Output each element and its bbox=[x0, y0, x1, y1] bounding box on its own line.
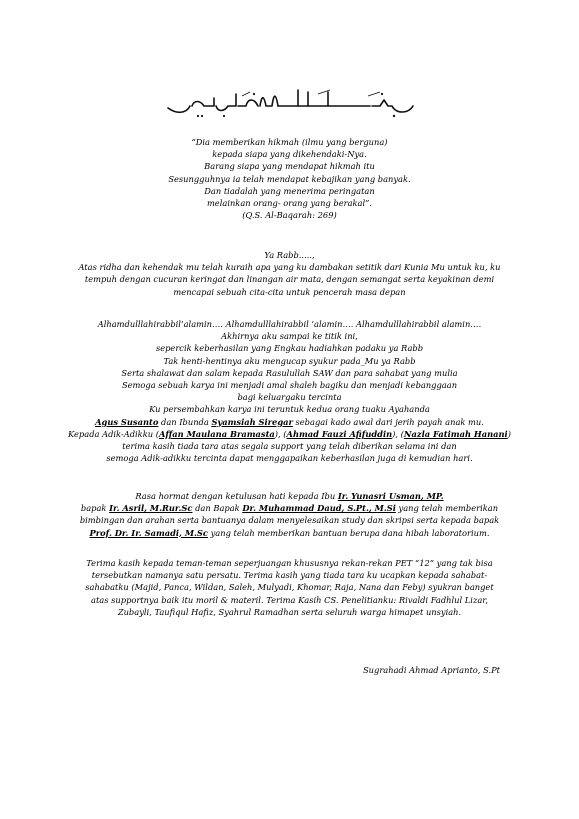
thanks-line: bagi keluargaku tercinta bbox=[237, 392, 342, 403]
siblings-line bbox=[60, 428, 519, 440]
sibling-name: Ahmad Fauzi Afifuddin bbox=[286, 428, 393, 439]
respect-text: yang telah memberikan bantuan berupa dana hibah laboratorium. bbox=[207, 527, 490, 538]
friends-line: atas supportnya baik itu moril & materil. Terima Kasih CS. Penelitianku: Rivaldi Fadhlul Lizar, bbox=[91, 594, 488, 605]
quote-line: melainkan orang- orang yang berakal”. bbox=[206, 198, 373, 209]
respect-paragraph bbox=[60, 490, 519, 539]
thanks-paragraph bbox=[60, 318, 519, 464]
father-name: Agus Susanto bbox=[95, 416, 159, 427]
parents-line bbox=[60, 416, 519, 428]
advisor-name: Dr. Muhammad Daud, S.Pt., M.Si bbox=[242, 503, 396, 514]
respect-line bbox=[60, 502, 519, 514]
thanks-line: semoga Adik-adikku tercinta dapat menggapaikan keberhasilan juga di kemudian hari. bbox=[106, 453, 473, 464]
dedication-line: Atas ridha dan kehendak mu telah kuraih apa yang ku dambakan setitik dari Kunia Mu untuk ku, ku bbox=[78, 262, 501, 273]
respect-line bbox=[60, 490, 519, 502]
thanks-line: Akhirnya aku sampai ke titik ini, bbox=[221, 331, 358, 342]
quote-citation: (Q.S. Al-Baqarah: 269) bbox=[242, 210, 337, 221]
thanks-line: terima kasih tiada tara atas segala support yang telah diberikan selama ini dan bbox=[122, 441, 457, 452]
friends-line: Terima kasih kepada teman-teman seperjuangan khususnya rekan-rekan PET “12” yang tak bisa bbox=[86, 558, 493, 568]
parents-text: dan Ibunda bbox=[158, 416, 212, 427]
dedication-intro bbox=[60, 249, 519, 298]
sibling-name: Nazla Fatimah Hanani bbox=[403, 428, 508, 439]
dedication-line: Ya Rabb....., bbox=[264, 250, 315, 260]
quote-line: “Dia memberikan hikmah (ilmu yang berguna) bbox=[191, 137, 388, 147]
friends-line: tersebutkan namanya satu persatu. Terima kasih yang tiada tara ku ucapkan kepada sahabat- bbox=[91, 570, 488, 581]
signature: Sugrahadi Ahmad Aprianto, S.Pt bbox=[363, 665, 500, 675]
advisor-name: Prof. Dr. Ir. Samadi, M.Sc bbox=[89, 527, 208, 538]
basmala-calligraphy-icon bbox=[158, 86, 420, 120]
sibling-name: Affan Maulana Bramasta bbox=[158, 428, 275, 439]
friends-line: Zubayli, Taufiqul Hafiz, Syahrul Ramadhan serta seluruh warga himapet unsyiah. bbox=[117, 606, 462, 617]
thanks-line: Serta shalawat dan salam kepada Rasulullah SAW dan para sahabat yang mulia bbox=[121, 367, 458, 378]
respect-text: bapak bbox=[80, 503, 110, 514]
quote-line: kepada siapa yang dikehendaki-Nya. bbox=[212, 149, 367, 160]
quote-line: Sesungguhnya ia telah mendapat kebajikan yang banyak. bbox=[168, 173, 411, 184]
advisor-name: Ir. Asril, M.Rur.Sc bbox=[109, 503, 193, 514]
siblings-text: ) bbox=[507, 428, 511, 439]
thanks-line: Alhamdulllahirabbil’alamin…. Alhamdulllahirabbil ‘alamin…. Alhamdulllahirabbil alamin…. bbox=[97, 319, 482, 329]
respect-text: dan Bapak bbox=[192, 503, 243, 514]
respect-line: bimbingan dan arahan serta bantuanya dalam menyelesaikan study dan skripsi serta kepada bapak bbox=[79, 515, 500, 526]
advisor-name: Ir. Yunasri Usman, MP. bbox=[337, 491, 444, 501]
friends-paragraph bbox=[60, 557, 519, 618]
friends-line: sahabatku (Majid, Panca, Wildan, Saleh, Mulyadi, Khomar, Raja, Nana dan Feby) syukran banget bbox=[85, 582, 494, 593]
respect-text: Rasa hormat dengan ketulusan hati kepada Ibu bbox=[135, 491, 338, 501]
parents-text: sebagai kado awal dari jerih payah anak mu. bbox=[292, 416, 484, 427]
quote-line: Barang siapa yang mendapat hikmah itu bbox=[204, 161, 375, 172]
dedication-line: tempuh dengan cucuran keringat dan linangan air mata, dengan semangat serta keyakinan demi bbox=[84, 274, 495, 285]
siblings-text: ), ( bbox=[274, 428, 287, 439]
respect-text: yang telah memberikan bbox=[395, 503, 499, 514]
thanks-line: Tak henti-hentinya aku mengucap syukur pada_Mu ya Rabb bbox=[163, 355, 416, 366]
quran-quote bbox=[60, 136, 519, 221]
thanks-line: Semoga sebuah karya ini menjadi amal shaleh bagiku dan menjadi kebanggaan bbox=[121, 380, 458, 391]
respect-line bbox=[60, 527, 519, 539]
quote-line: Dan tiadalah yang menerima peringatan bbox=[204, 185, 375, 196]
mother-name: Syamsiah Siregar bbox=[211, 416, 293, 427]
siblings-text: ), ( bbox=[392, 428, 404, 439]
siblings-text: Kepada Adik-Adikku ( bbox=[68, 428, 159, 439]
thanks-line: Ku persembahkan karya ini teruntuk kedua orang tuaku Ayahanda bbox=[149, 404, 430, 415]
dedication-line: mencapai sebuah cita-cita untuk pencerah masa depan bbox=[173, 286, 406, 297]
thanks-line: sepercik keberhasilan yang Engkau hadiahkan padaku ya Rabb bbox=[155, 343, 424, 354]
